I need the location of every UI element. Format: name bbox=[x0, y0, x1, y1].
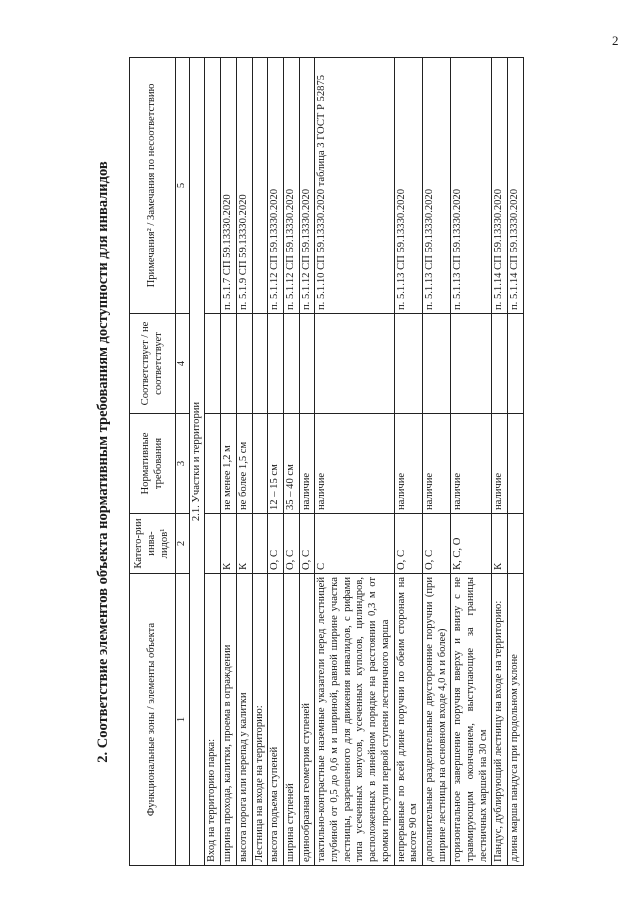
cell-zone: горизонтальное завершение поручня вверху и внизу с не травмирующим окончанием, выступающие за границы лестничных маршей на 30 см bbox=[451, 574, 492, 866]
cell-zone: Лестница на входе на территорию: bbox=[252, 574, 268, 866]
table-row bbox=[283, 58, 299, 866]
cell-normative: наличие bbox=[299, 414, 315, 514]
table-row bbox=[236, 58, 252, 866]
cell-compliance bbox=[236, 314, 252, 414]
cell-normative: 12 – 15 см bbox=[268, 414, 284, 514]
section-title: 2.1. Участки и территории bbox=[189, 58, 205, 866]
header-notes: Примечания² / Замечания по несоответствию bbox=[130, 58, 176, 314]
cell-category: О, С bbox=[394, 514, 422, 574]
cell-zone: тактильно-контрастные наземные указатели перед лестницей глубиной от 0,5 до 0,6 м и шириной, равной ширине участка лестницы, разрешенного для движения инвалидов, с рифами типа усеченных конусов, усеченных куполов, цилиндров, расположенных в линейном порядке на расстоянии 0,3 м от кромки проступи первой ступени лестничного марша bbox=[315, 574, 394, 866]
cell-category bbox=[205, 514, 221, 574]
header-number: 3 bbox=[176, 414, 190, 514]
cell-category: О, С bbox=[422, 514, 450, 574]
cell-category: К bbox=[236, 514, 252, 574]
cell-notes: п. 5.1.13 СП 59.13330.2020 bbox=[422, 58, 450, 314]
cell-zone: высота подъема ступеней bbox=[268, 574, 284, 866]
cell-zone: ширина прохода, калитки, проема в ограждении bbox=[221, 574, 237, 866]
table-row bbox=[252, 58, 268, 866]
table-body bbox=[189, 58, 523, 866]
cell-normative: не более 1,5 см bbox=[236, 414, 252, 514]
cell-category: О, С bbox=[299, 514, 315, 574]
header-zone: Функциональные зоны / элементы объекта bbox=[130, 574, 176, 866]
cell-category bbox=[508, 514, 524, 574]
cell-normative bbox=[508, 414, 524, 514]
header-number: 4 bbox=[176, 314, 190, 414]
table-row bbox=[492, 58, 508, 866]
cell-category: К, С, О bbox=[451, 514, 492, 574]
cell-zone: Пандус, дублирующий лестницу на входе на территорию: bbox=[492, 574, 508, 866]
cell-compliance bbox=[492, 314, 508, 414]
cell-normative: наличие bbox=[451, 414, 492, 514]
cell-zone: длина марша пандуса при продольном уклоне bbox=[508, 574, 524, 866]
cell-compliance bbox=[451, 314, 492, 414]
cell-normative: наличие bbox=[492, 414, 508, 514]
cell-category: С bbox=[315, 514, 394, 574]
cell-category: К bbox=[221, 514, 237, 574]
header-category: Катего-рии инва-лидов¹ bbox=[130, 514, 176, 574]
cell-notes bbox=[252, 58, 268, 314]
header-compliance: Соответствует / не соответствует bbox=[130, 314, 176, 414]
cell-notes: п. 5.1.13 СП 59.13330.2020 bbox=[394, 58, 422, 314]
section-row bbox=[189, 58, 205, 866]
table-row bbox=[508, 58, 524, 866]
cell-zone: непрерывные по всей длине поручни по обеим сторонам на высоте 90 см bbox=[394, 574, 422, 866]
header-normative: Нормативные требования bbox=[130, 414, 176, 514]
cell-notes: п. 5.1.12 СП 59.13330.2020 bbox=[268, 58, 284, 314]
cell-normative: наличие bbox=[315, 414, 394, 514]
table-row bbox=[394, 58, 422, 866]
cell-compliance bbox=[252, 314, 268, 414]
cell-notes: п. 5.1.14 СП 59.13330.2020 bbox=[508, 58, 524, 314]
cell-normative bbox=[252, 414, 268, 514]
cell-zone: единообразная геометрия ступеней bbox=[299, 574, 315, 866]
cell-zone: дополнительные разделительные двусторонние поручни (при ширине лестницы на основном входе 4,0 м и более) bbox=[422, 574, 450, 866]
cell-notes: п. 5.1.14 СП 59.13330.2020 bbox=[492, 58, 508, 314]
cell-compliance bbox=[394, 314, 422, 414]
cell-category bbox=[252, 514, 268, 574]
table-row bbox=[422, 58, 450, 866]
cell-notes: п. 5.1.7 СП 59.13330.2020 bbox=[221, 58, 237, 314]
cell-compliance bbox=[283, 314, 299, 414]
header-number: 2 bbox=[176, 514, 190, 574]
cell-normative: не менее 1,2 м bbox=[221, 414, 237, 514]
cell-notes: п. 5.1.9 СП 59.13330.2020 bbox=[236, 58, 252, 314]
cell-zone: ширина ступеней bbox=[283, 574, 299, 866]
cell-compliance bbox=[268, 314, 284, 414]
cell-compliance bbox=[508, 314, 524, 414]
cell-zone: высота порога или перепад у калитки bbox=[236, 574, 252, 866]
cell-category: К bbox=[492, 514, 508, 574]
cell-compliance bbox=[299, 314, 315, 414]
cell-notes bbox=[205, 58, 221, 314]
cell-compliance bbox=[205, 314, 221, 414]
cell-compliance bbox=[221, 314, 237, 414]
header-number-row bbox=[176, 58, 190, 866]
cell-zone: Вход на территорию парка: bbox=[205, 574, 221, 866]
rotated-content bbox=[95, 52, 545, 872]
section-heading: 2. Соответствие элементов объекта нормативным требованиям доступности для инвалидов bbox=[95, 161, 111, 763]
table-row bbox=[221, 58, 237, 866]
cell-compliance bbox=[315, 314, 394, 414]
cell-compliance bbox=[422, 314, 450, 414]
cell-notes: п. 5.1.10 СП 59.13330.2020 таблица 3 ГОСТ Р 52875 bbox=[315, 58, 394, 314]
table-row bbox=[451, 58, 492, 866]
header-number: 5 bbox=[176, 58, 190, 314]
header-number: 1 bbox=[176, 574, 190, 866]
accessibility-table bbox=[129, 57, 524, 866]
cell-notes: п. 5.1.12 СП 59.13330.2020 bbox=[299, 58, 315, 314]
cell-normative: 35 – 40 см bbox=[283, 414, 299, 514]
cell-normative bbox=[205, 414, 221, 514]
cell-normative: наличие bbox=[394, 414, 422, 514]
cell-notes: п. 5.1.12 СП 59.13330.2020 bbox=[283, 58, 299, 314]
cell-normative: наличие bbox=[422, 414, 450, 514]
table-row bbox=[205, 58, 221, 866]
table-header-row bbox=[130, 58, 176, 866]
table-row bbox=[315, 58, 394, 866]
table-row bbox=[268, 58, 284, 866]
cell-category: О, С bbox=[268, 514, 284, 574]
page-number: 2 bbox=[612, 33, 619, 48]
table-row bbox=[299, 58, 315, 866]
cell-notes: п. 5.1.13 СП 59.13330.2020 bbox=[451, 58, 492, 314]
cell-category: О, С bbox=[283, 514, 299, 574]
